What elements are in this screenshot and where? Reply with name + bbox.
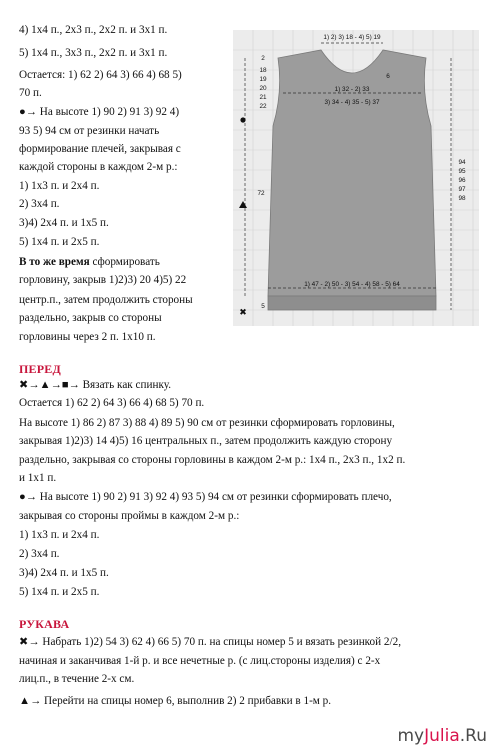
text-line: 3)4) 2х4 п. и 1х5 п. xyxy=(19,567,109,579)
text-line: 1) 1х3 п. и 2х4 п. xyxy=(19,180,100,192)
text-line: каждой стороны в каждом 2-м р.: xyxy=(19,161,178,173)
text-line: раздельно, закрыв со стороны xyxy=(19,312,162,324)
text-line: Остается: 1) 62 2) 64 3) 66 4) 68 5) xyxy=(19,69,182,81)
text-line: раздельно, закрывая со стороны горловины в каждом 2-м р.: 1х4 п., 2х3 п., 1х2 п. xyxy=(19,454,406,466)
dot-marker-icon xyxy=(240,117,245,122)
site-watermark xyxy=(397,726,487,746)
text-line: 3)4) 2х4 п. и 1х5 п. xyxy=(19,217,109,229)
garment-schema xyxy=(233,30,479,326)
text-line: ●→ На высоте 1) 90 2) 91 3) 92 4) 93 5) 94 см от резинки сформировать плечо, xyxy=(19,491,392,503)
text-line: 93 5) 94 см от резинки начать xyxy=(19,125,160,137)
same-time-rest: сформировать xyxy=(89,256,160,268)
text-line: начиная и заканчивая 1-й р. и все нечетные р. (с лиц.стороны изделия) с 2-х xyxy=(19,655,381,667)
body-height-label: 72 xyxy=(257,190,265,197)
text-line: 1) 1х3 п. и 2х4 п. xyxy=(19,529,100,541)
text-line: 70 п. xyxy=(19,87,42,99)
text-line: ●→ На высоте 1) 90 2) 91 3) 92 4) xyxy=(19,106,180,118)
text-line: 5) 1х4 п. и 2х5 п. xyxy=(19,586,100,598)
text-line: ✖→ Набрать 1)2) 54 3) 62 4) 66 5) 70 п. на спицы номер 5 и вязать резинкой 2/2, xyxy=(19,636,402,648)
text-line: 2) 3х4 п. xyxy=(19,198,60,210)
left-height-label: 19 xyxy=(259,76,267,83)
text-line: центр.п., затем продолжить стороны xyxy=(19,294,193,306)
text-line: горловины через 2 п. 1х10 п. xyxy=(19,331,156,343)
text-line: горловину, закрыв 1)2)3) 20 4)5) 22 xyxy=(19,274,187,286)
text-line: и 1х1 п. xyxy=(19,472,57,484)
left-height-label: 20 xyxy=(259,85,267,92)
left-small-label: 2 xyxy=(261,55,265,62)
watermark-part: .Ru xyxy=(459,726,487,746)
watermark-part: Julia xyxy=(424,726,460,746)
left-height-label: 18 xyxy=(259,67,267,74)
neck-width-label: 1) 32 - 2) 33 xyxy=(334,86,370,93)
text-line: 4) 1х4 п., 2х3 п., 2х2 п. и 3х1 п. xyxy=(19,24,168,36)
right-height-label: 94 xyxy=(458,159,466,166)
text-line: Остается 1) 62 2) 64 3) 66 4) 68 5) 70 п. xyxy=(19,397,205,409)
same-time-bold: В то же время xyxy=(19,256,90,268)
cross-marker-icon: ✖ xyxy=(239,308,247,318)
text-line: 5) 1х4 п., 3х3 п., 2х2 п. и 3х1 п. xyxy=(19,47,168,59)
left-height-label: 22 xyxy=(259,103,267,110)
bottom-width-label: 1) 47 - 2) 50 - 3) 54 - 4) 58 - 5) 64 xyxy=(304,281,400,288)
left-height-label: 21 xyxy=(259,94,267,101)
rib-band xyxy=(268,296,436,310)
right-height-label: 96 xyxy=(458,177,466,184)
text-line xyxy=(19,257,160,268)
text-line: 2) 3х4 п. xyxy=(19,548,60,560)
text-line: закрывая 1)2)3) 14 4)5) 16 центральных п., затем продолжить каждую сторону xyxy=(19,435,393,447)
text-line: На высоте 1) 86 2) 87 3) 88 4) 89 5) 90 см от резинки сформировать горловины, xyxy=(19,417,395,429)
front-heading: ПЕРЕД xyxy=(19,362,61,376)
text-line: ✖→▲→■→ Вязать как спинку. xyxy=(19,379,171,391)
text-line: ▲→ Перейти на спицы номер 6, выполнив 2) 2 прибавки в 1-м р. xyxy=(19,695,332,707)
watermark-part: my xyxy=(397,726,425,746)
right-height-label: 98 xyxy=(458,195,466,202)
text-line: закрывая со стороны проймы в каждом 2-м р.: xyxy=(19,510,240,522)
text-line: лиц.п., в течение 2-х см. xyxy=(19,673,135,685)
text-line: 5) 1х4 п. и 2х5 п. xyxy=(19,236,100,248)
top-width-label: 1) 2) 3) 18 - 4) 5) 19 xyxy=(323,34,381,41)
right-height-label: 95 xyxy=(458,168,466,175)
right-height-label: 97 xyxy=(458,186,466,193)
schema-svg xyxy=(233,30,479,326)
rib-height-label: 5 xyxy=(261,303,265,310)
text-line: формирование плечей, закрывая с xyxy=(19,143,181,155)
neck-width-label: 3) 34 - 4) 35 - 5) 37 xyxy=(324,99,380,106)
neck-depth-label: 6 xyxy=(386,73,390,80)
sleeves-heading: РУКАВА xyxy=(19,617,70,631)
